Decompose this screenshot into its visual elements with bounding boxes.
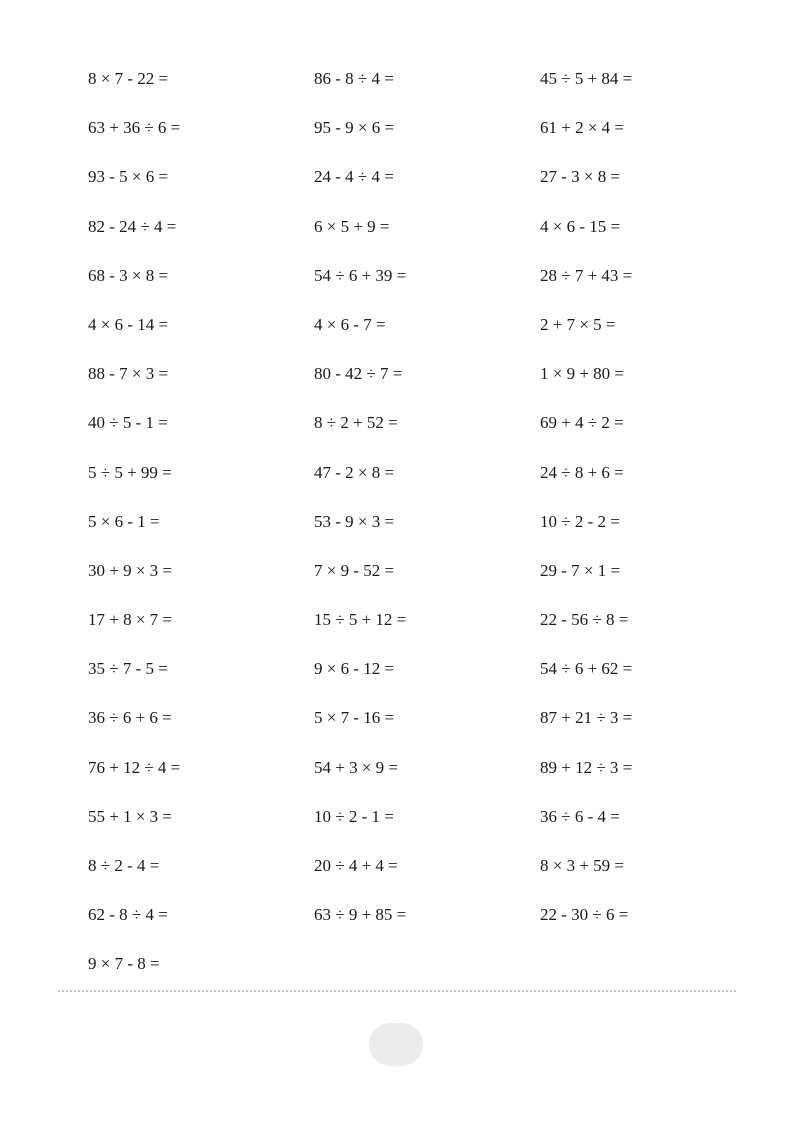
problem-item: 5 × 6 - 1 = — [88, 511, 160, 531]
problem-item: 62 - 8 ÷ 4 = — [88, 905, 168, 925]
problem-item: 54 + 3 × 9 = — [314, 757, 399, 777]
problem-item: 86 - 8 ÷ 4 = — [314, 69, 394, 88]
problem-item: 89 + 12 ÷ 3 = — [540, 757, 633, 777]
problem-item: 93 - 5 × 6 = — [88, 167, 169, 187]
problem-item: 8 ÷ 2 - 4 = — [88, 856, 160, 875]
problem-item: 2 + 7 × 5 = — [540, 314, 616, 334]
problem-item: 36 ÷ 6 + 6 = — [88, 708, 172, 728]
problem-item: 5 ÷ 5 + 99 = — [88, 462, 172, 482]
problem-item: 54 ÷ 6 + 62 = — [540, 659, 633, 679]
problem-item: 8 × 3 + 59 = — [540, 856, 625, 875]
problem-item: 82 - 24 ÷ 4 = — [88, 216, 177, 236]
problem-item: 95 - 9 × 6 = — [314, 118, 395, 138]
problem-item: 10 ÷ 2 - 1 = — [314, 806, 394, 826]
page-number-badge — [369, 1023, 423, 1066]
problem-item: 5 × 7 - 16 = — [314, 708, 395, 728]
problem-item: 6 × 5 + 9 = — [314, 216, 390, 236]
problem-item: 80 - 42 ÷ 7 = — [314, 364, 403, 384]
problem-item: 1 × 9 + 80 = — [540, 364, 625, 384]
problem-item: 24 - 4 ÷ 4 = — [314, 167, 394, 187]
problem-item: 22 - 30 ÷ 6 = — [540, 905, 629, 925]
problem-item: 87 + 21 ÷ 3 = — [540, 708, 633, 728]
dotted-divider — [58, 990, 736, 992]
problem-item: 7 × 9 - 52 = — [314, 560, 395, 580]
problem-item: 88 - 7 × 3 = — [88, 364, 169, 384]
problem-item: 53 - 9 × 3 = — [314, 511, 395, 531]
problem-item: 35 ÷ 7 - 5 = — [88, 659, 168, 679]
problem-item: 9 × 6 - 12 = — [314, 659, 395, 679]
problem-item: 69 + 4 ÷ 2 = — [540, 413, 624, 433]
problem-item: 20 ÷ 4 + 4 = — [314, 856, 398, 875]
problem-item: 24 ÷ 8 + 6 = — [540, 462, 624, 482]
problem-grid — [88, 66, 748, 1001]
problem-item: 22 - 56 ÷ 8 = — [540, 610, 629, 630]
problem-item: 17 + 8 × 7 = — [88, 610, 173, 630]
problem-item: 36 ÷ 6 - 4 = — [540, 806, 620, 826]
problem-item: 76 + 12 ÷ 4 = — [88, 757, 181, 777]
problem-item: 9 × 7 - 8 = — [88, 954, 160, 974]
problem-item: 8 ÷ 2 + 52 = — [314, 413, 398, 433]
problem-item: 55 + 1 × 3 = — [88, 806, 173, 826]
problem-item: 8 × 7 - 22 = — [88, 69, 169, 88]
problem-item: 40 ÷ 5 - 1 = — [88, 413, 168, 433]
problem-item: 30 + 9 × 3 = — [88, 560, 173, 580]
problem-item: 61 + 2 × 4 = — [540, 118, 625, 138]
problem-item: 29 - 7 × 1 = — [540, 560, 621, 580]
problem-item: 4 × 6 - 7 = — [314, 314, 386, 334]
problem-item: 27 - 3 × 8 = — [540, 167, 621, 187]
problem-item: 4 × 6 - 15 = — [540, 216, 621, 236]
problem-item: 45 ÷ 5 + 84 = — [540, 69, 633, 88]
problem-item: 63 + 36 ÷ 6 = — [88, 118, 181, 138]
problem-item: 28 ÷ 7 + 43 = — [540, 265, 633, 285]
problem-item: 47 - 2 × 8 = — [314, 462, 395, 482]
problem-item: 10 ÷ 2 - 2 = — [540, 511, 620, 531]
problem-item: 54 ÷ 6 + 39 = — [314, 265, 407, 285]
problem-item: 68 - 3 × 8 = — [88, 265, 169, 285]
problem-item: 15 ÷ 5 + 12 = — [314, 610, 407, 630]
problem-item: 4 × 6 - 14 = — [88, 314, 169, 334]
problem-item: 63 ÷ 9 + 85 = — [314, 905, 407, 925]
